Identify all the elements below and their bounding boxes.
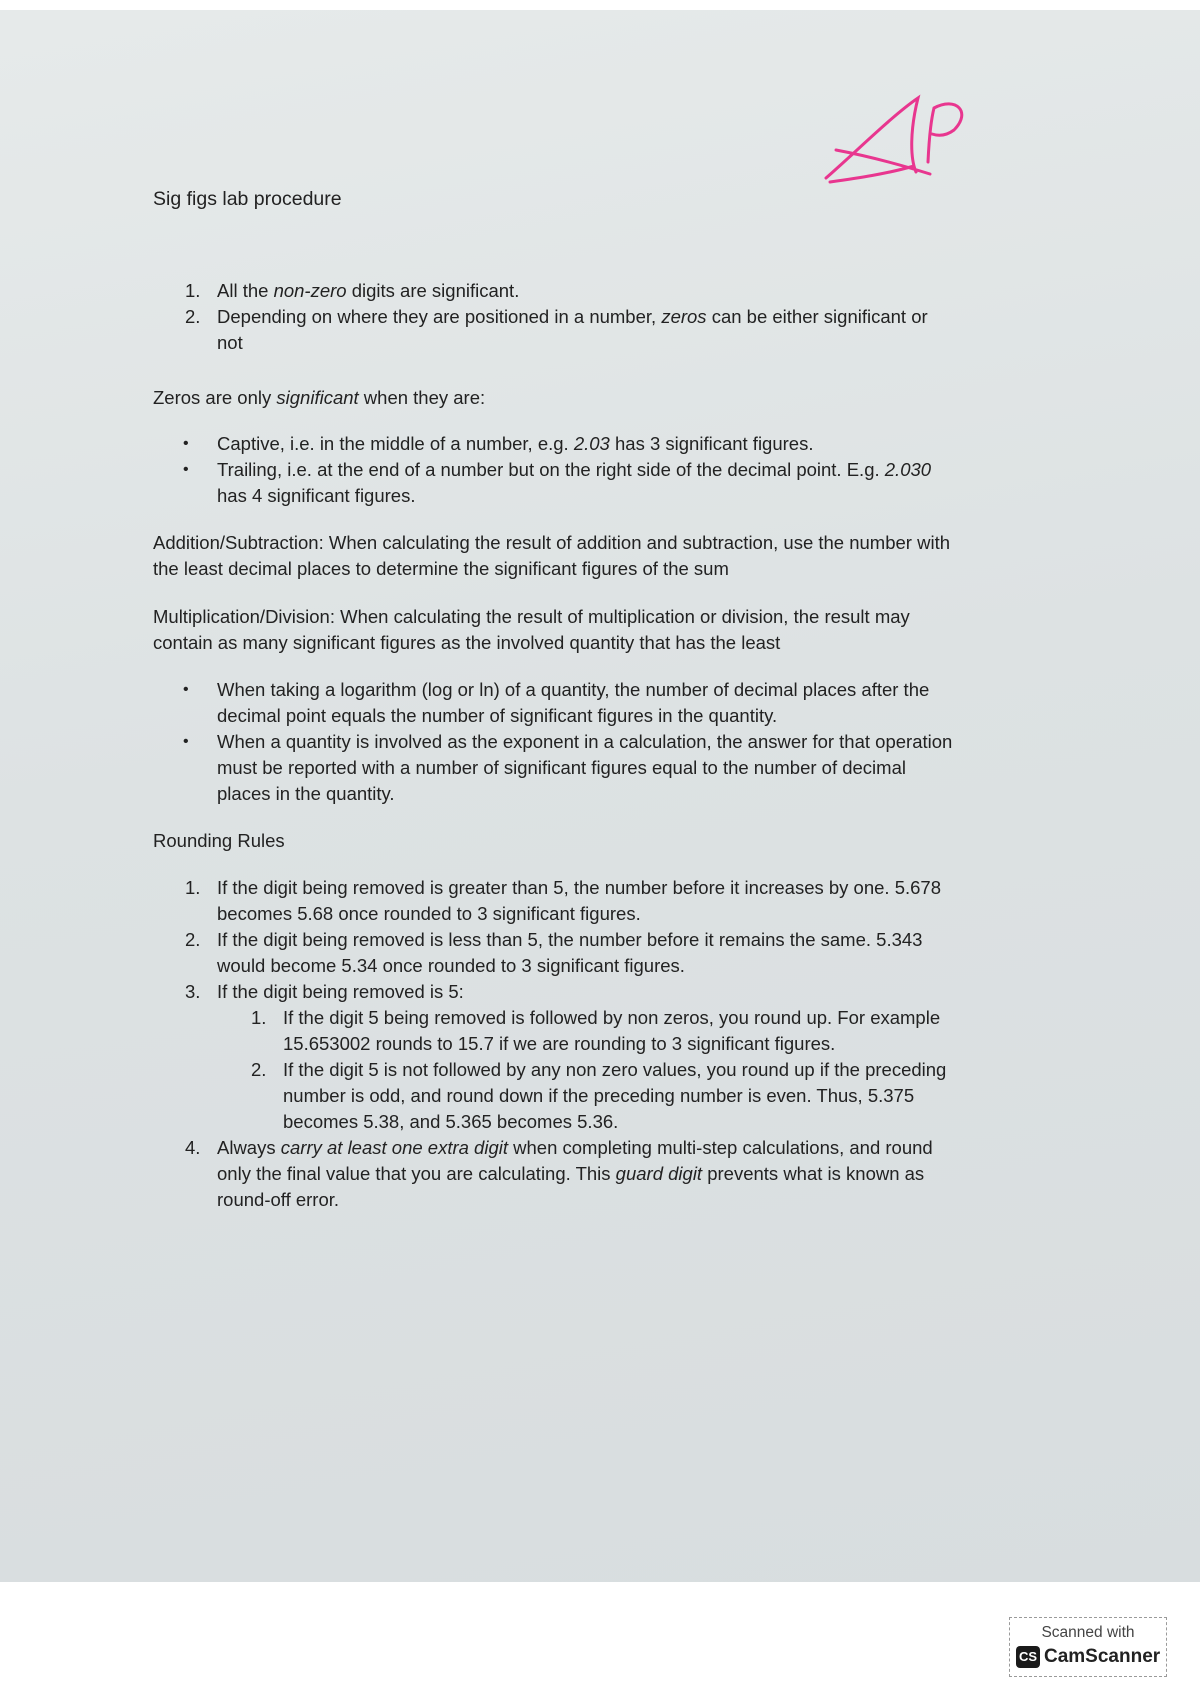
scanned-with-label: Scanned with (1041, 1624, 1135, 1641)
basic-rules-section (153, 278, 953, 356)
list-item: 1. All the non-zero digits are significant. (153, 278, 953, 304)
camscanner-brand (1016, 1646, 1160, 1668)
zeros-intro: Zeros are only significant when they are: (153, 387, 486, 408)
list-item: 2. Depending on where they are positioned in a number, zeros can be either significant or not (185, 306, 928, 353)
list-item: • Captive, i.e. in the middle of a number, e.g. 2.03 has 3 significant figures. (153, 431, 953, 457)
handwritten-initials-signature (818, 90, 968, 210)
list-item: 2. If the digit 5 is not followed by any non zero values, you round up if the preceding number is odd, and round down if the preceding number is even. Thus, 5.375 becomes 5.38, and 5.365 becomes 5.36. (251, 1059, 947, 1132)
list-marker: 4. (185, 1137, 201, 1158)
list-marker: 2. (251, 1059, 267, 1080)
multiplication-section (153, 604, 963, 656)
list-marker: • (183, 435, 189, 452)
list-item: 1. If the digit 5 being removed is followed by non zeros, you round up. For example 15.653002 rounds to 15.7 if we are rounding to 3 significant figures. (251, 1007, 941, 1054)
zeros-section (153, 385, 953, 411)
multiplication-division-rule: Multiplication/Division: When calculating the result of multiplication or division, the result may contain as many significant figures as the involved quantity that has the least (153, 606, 910, 653)
rounding-rules-section (153, 875, 953, 1213)
list-marker: 2. (185, 929, 201, 950)
rounding-rules-list-continued (153, 1135, 953, 1213)
addition-section (153, 530, 963, 582)
list-marker: • (183, 461, 189, 478)
basic-rules-list (153, 278, 953, 356)
list-item: 3. If the digit being removed is 5: (153, 979, 953, 1005)
list-item: 4. Always carry at least one extra digit when completing multi-step calculations, and round only the final value that you are calculating. This guard digit prevents what is known as round-off error. (185, 1137, 933, 1210)
logarithm-section (153, 677, 953, 807)
list-marker: 1. (251, 1007, 267, 1028)
page-title: Sig figs lab procedure (153, 188, 342, 210)
list-marker: 2. (185, 306, 201, 327)
camscanner-watermark (1009, 1617, 1167, 1677)
list-item: • When taking a logarithm (log or ln) of a quantity, the number of decimal places after the decimal point equals the number of significant figures in the quantity. (183, 679, 930, 726)
list-marker: 3. (185, 981, 201, 1002)
rounding-rules-list (153, 875, 953, 1005)
list-item: 2. If the digit being removed is less than 5, the number before it remains the same. 5.343 would become 5.34 once rounded to 3 significant figures. (185, 929, 923, 976)
rounding-rule-5-sublist (153, 1005, 953, 1135)
list-marker: • (183, 681, 189, 698)
zeros-list (153, 431, 953, 509)
logarithm-exponent-list (153, 677, 953, 807)
list-marker: • (183, 733, 189, 750)
rounding-title-section (153, 828, 953, 854)
scanned-page (0, 10, 1200, 1582)
list-marker: 1. (185, 877, 201, 898)
camscanner-logo-icon: CS (1016, 1646, 1040, 1668)
camscanner-brand-label: CamScanner (1044, 1646, 1161, 1667)
list-item: • Trailing, i.e. at the end of a number but on the right side of the decimal point. E.g. 2.030 has 4 significant figures. (183, 459, 932, 506)
rounding-rules-title: Rounding Rules (153, 830, 285, 851)
list-item: 1. If the digit being removed is greater than 5, the number before it increases by one. 5.678 becomes 5.68 once rounded to 3 significant figures. (185, 877, 941, 924)
list-item: • When a quantity is involved as the exponent in a calculation, the answer for that operation must be reported with a number of significant figures equal to the number of decimal places in the quantity. (183, 731, 953, 804)
addition-subtraction-rule: Addition/Subtraction: When calculating the result of addition and subtraction, use the number with the least decimal places to determine the significant figures of the sum (153, 532, 950, 579)
list-marker: 1. (185, 280, 201, 301)
zeros-list-section (153, 431, 953, 509)
